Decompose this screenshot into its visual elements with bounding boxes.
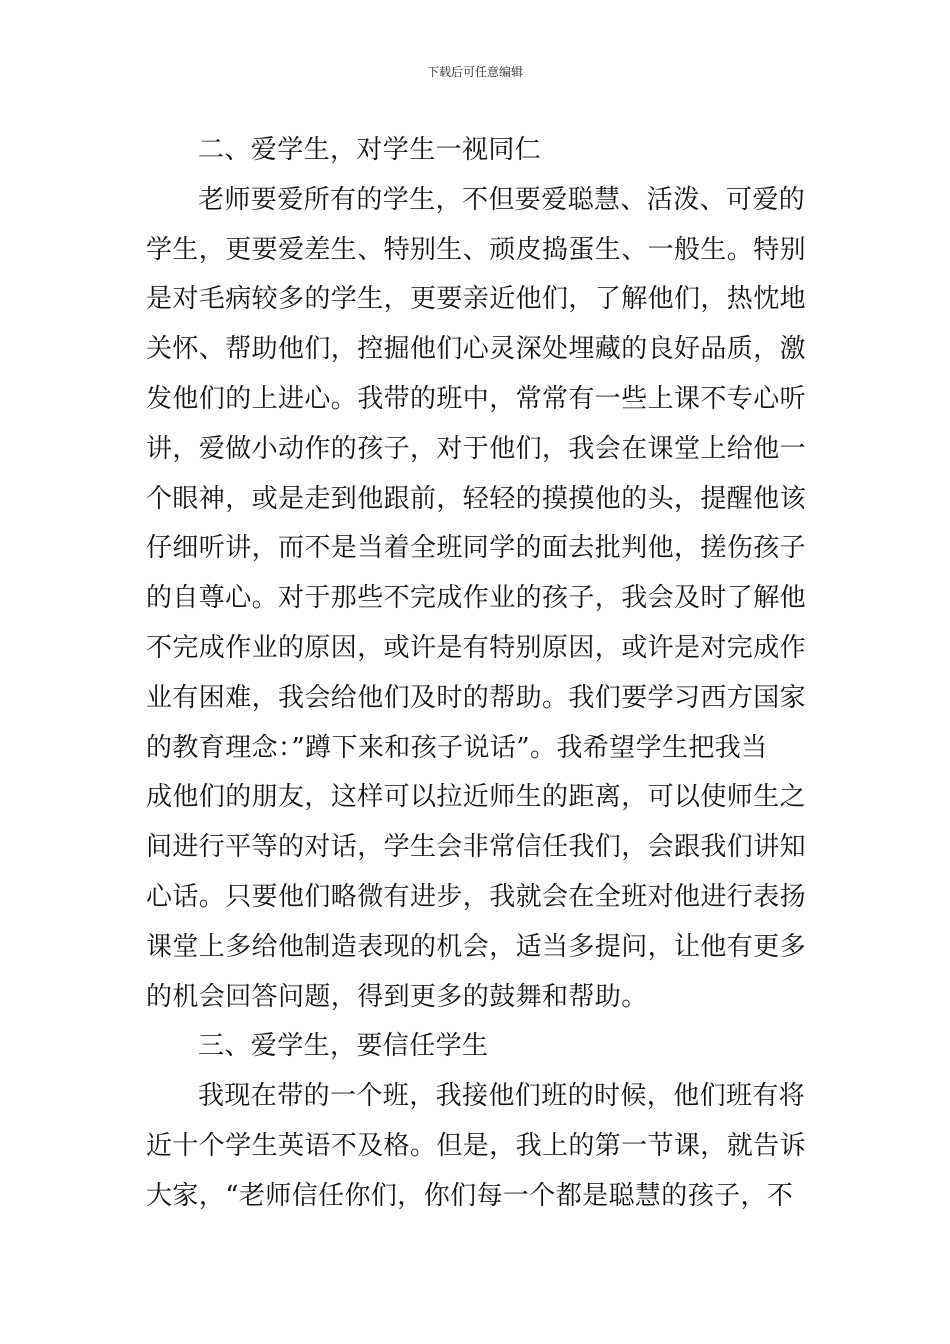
text-line: 发他们的上进心。我带的班中，常常有一些上课不专心听 [146,384,807,414]
text-line: 成他们的朋友，这样可以拉近师生的距离，可以使师生之 [146,782,807,813]
text-line: 近十个学生英语不及格。但是，我上的第一节课，就告诉 [146,1131,807,1161]
text-line: 老师要爱所有的学生，不但要爱聪慧、活泼、可爱的 [198,184,806,215]
text-line: 讲，爱做小动作的孩子，对于他们，我会在课堂上给他一 [146,433,807,464]
text-line: 是对毛病较多的学生，更要亲近他们，了解他们，热忱地 [146,284,807,315]
text-line: 不完成作业的原因，或许是有特别原因，或许是对完成作 [146,633,807,663]
text-line: 学生，更要爱差生、特别生、顽皮捣蛋生、一般生。特别 [146,234,807,265]
text-line: 三、爱学生，要信任学生 [198,1031,489,1062]
text-line: 业有困难，我会给他们及时的帮助。我们要学习西方国家 [146,682,807,713]
page-header: 下载后可任意编辑 [426,65,523,79]
text-line: 大家，“老师信任你们，你们每一个都是聪慧的孩子，不 [146,1180,794,1211]
text-line: 的机会回答问题，得到更多的鼓舞和帮助。 [146,981,648,1012]
text-line: 间进行平等的对话，学生会非常信任我们，会跟我们讲知 [146,832,807,863]
text-line: 心话。只要他们略微有进步，我就会在全班对他进行表扬 [146,882,807,912]
text-line: 我现在带的一个班，我接他们班的时候，他们班有将 [198,1081,806,1112]
text-line: 关怀、帮助他们，控掘他们心灵深处埋藏的良好品质，激 [146,334,807,365]
text-line: 仔细听讲，而不是当着全班同学的面去批判他，搓伤孩子 [146,533,807,564]
text-line: 二、爱学生，对学生一视同仁 [198,135,542,165]
text-line: 的教育理念：”蹲下来和孩子说话”。我希望学生把我当 [146,732,768,763]
text-line: 的自尊心。对于那些不完成作业的孩子，我会及时了解他 [146,583,807,614]
text-line: 课堂上多给他制造表现的机会，适当多提问，让他有更多 [146,931,807,962]
text-line: 个眼神，或是走到他跟前，轻轻的摸摸他的头，提醒他该 [146,483,807,514]
